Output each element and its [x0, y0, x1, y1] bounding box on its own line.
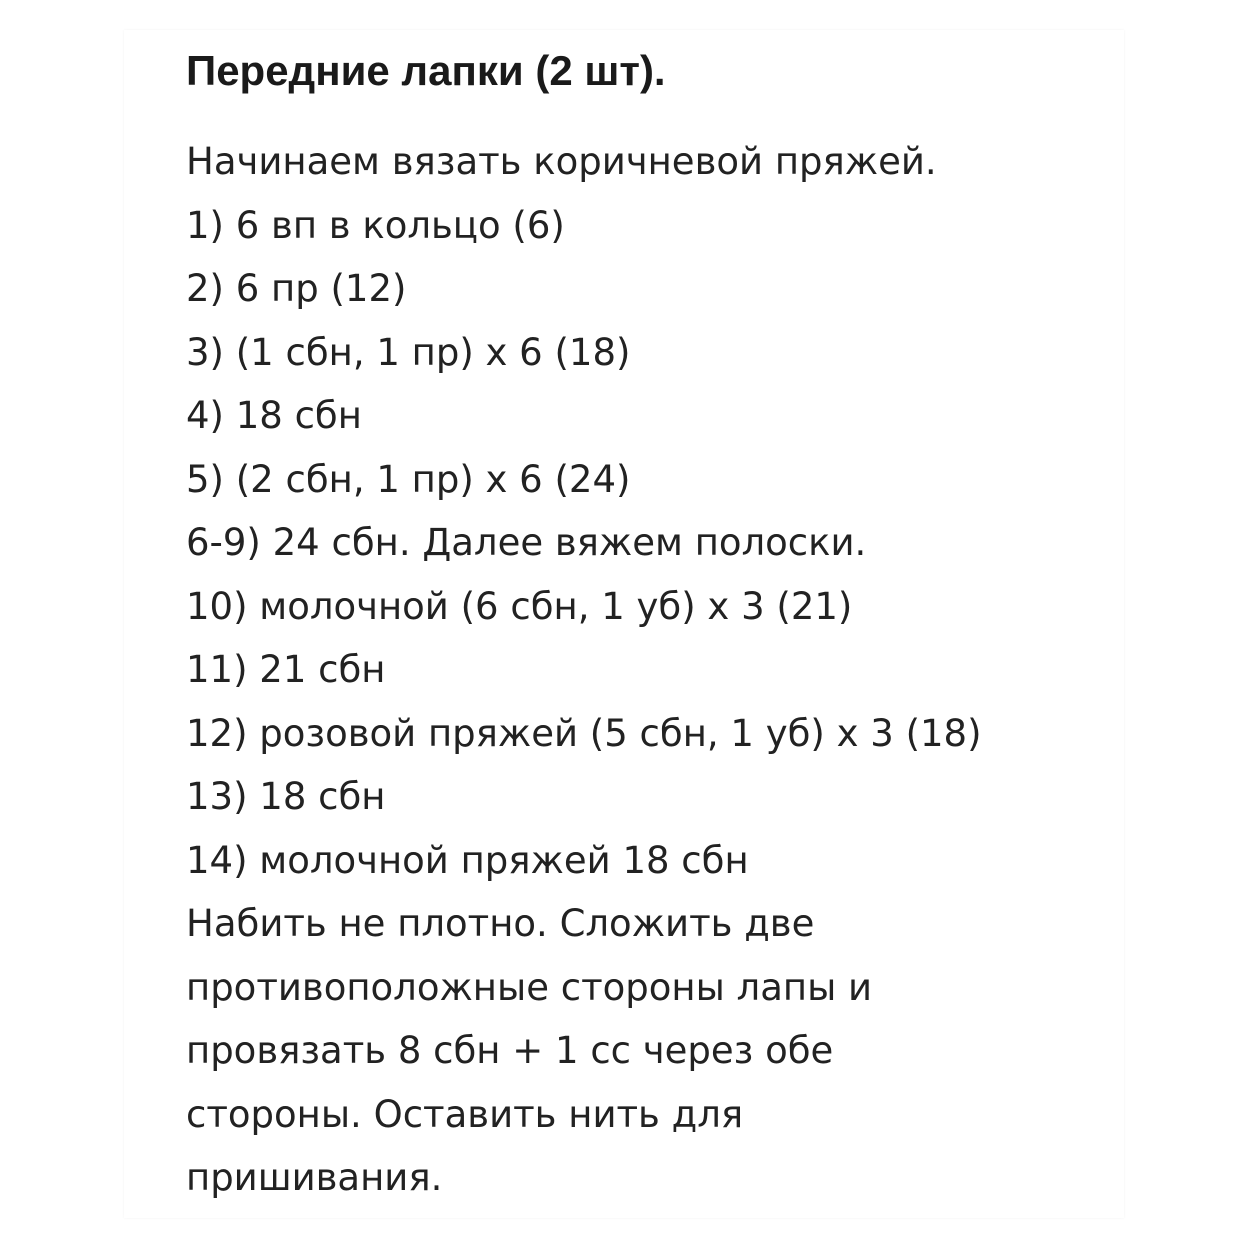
intro-line: Начинаем вязать коричневой пряжей. [186, 140, 937, 183]
row-line: 12) розовой пряжей (5 сбн, 1 уб) х 3 (18) [186, 711, 982, 755]
row-line: 3) (1 сбн, 1 пр) х 6 (18) [186, 330, 631, 374]
finishing-line: стороны. Оставить нить для [186, 1092, 744, 1136]
row-line: 2) 6 пр (12) [186, 267, 407, 310]
row-line: 14) молочной пряжей 18 сбн [186, 838, 749, 882]
finishing-line: Набить не плотно. Сложить две [186, 902, 815, 945]
finishing-line: провязать 8 сбн + 1 сс через обе [186, 1029, 834, 1072]
row-line: 10) молочной (6 сбн, 1 уб) х 3 (21) [186, 584, 853, 628]
finishing-line: противоположные стороны лапы и [186, 965, 873, 1009]
row-line: 1) 6 вп в кольцо (6) [186, 203, 565, 247]
instructions-list [186, 130, 982, 1210]
finishing-line: пришивания. [186, 1156, 443, 1199]
row-line: 5) (2 сбн, 1 пр) х 6 (24) [186, 457, 631, 501]
row-line: 11) 21 сбн [186, 648, 386, 691]
row-line: 13) 18 сбн [186, 775, 386, 818]
row-line: 4) 18 сбн [186, 394, 362, 437]
row-line: 6-9) 24 сбн. Далее вяжем полоски. [186, 521, 867, 564]
document-title: Передние лапки (2 шт). [186, 47, 666, 94]
